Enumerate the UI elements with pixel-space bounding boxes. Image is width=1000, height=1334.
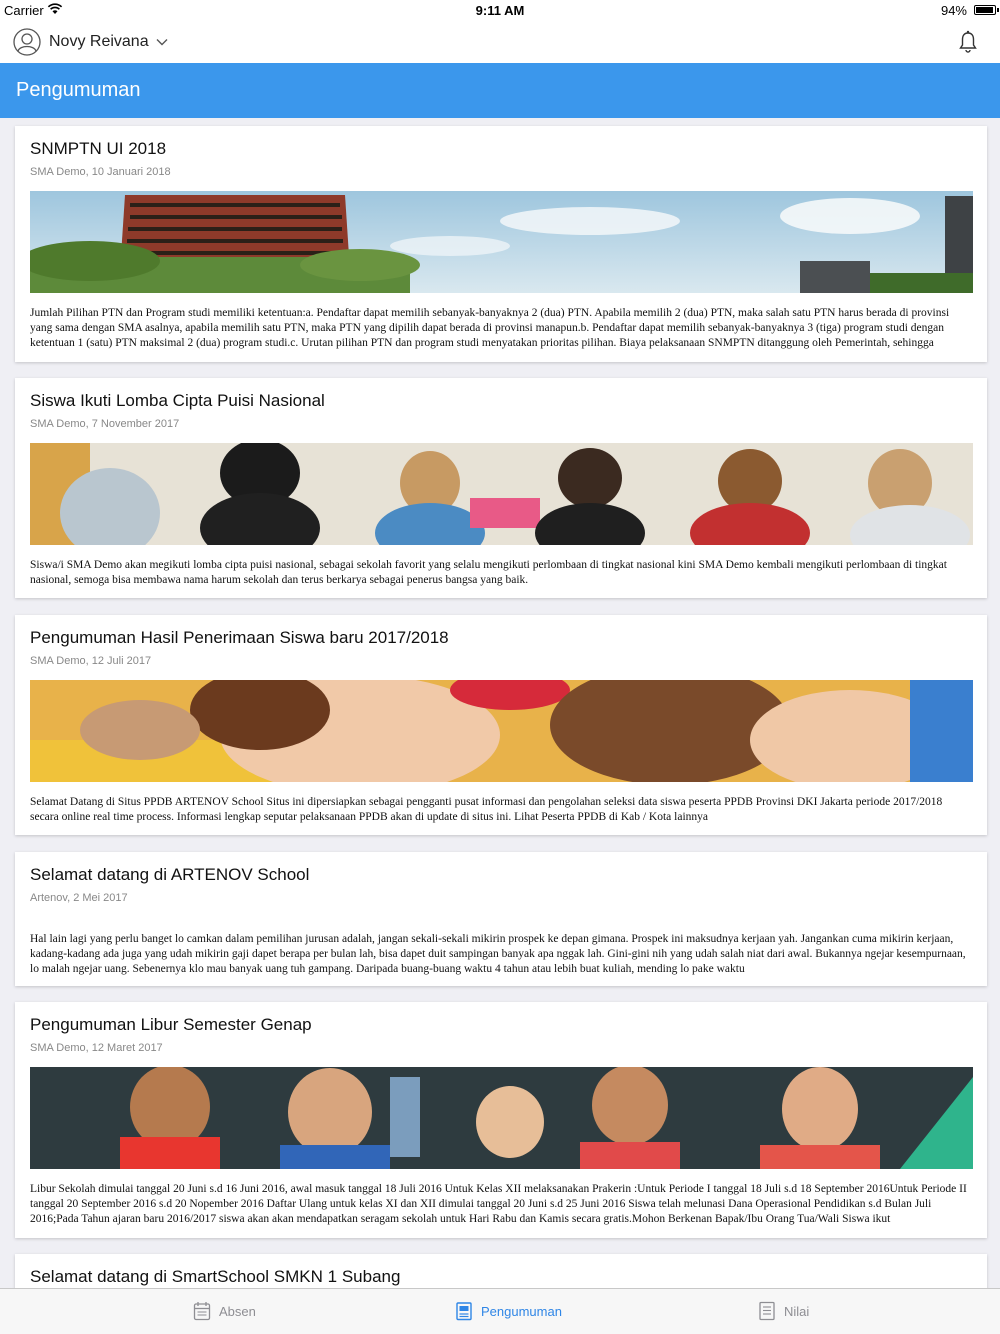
announcement-card[interactable] — [15, 1254, 987, 1288]
card-meta: SMA Demo, 12 Juli 2017 — [30, 655, 152, 667]
announcement-card[interactable] — [15, 126, 987, 362]
report-icon — [758, 1301, 776, 1321]
page-title: Pengumuman — [16, 79, 141, 101]
status-bar — [0, 0, 1000, 22]
avatar-icon — [13, 28, 41, 56]
announcement-card[interactable] — [15, 615, 987, 835]
card-meta: SMA Demo, 12 Maret 2017 — [30, 1042, 163, 1054]
tab-absen[interactable] — [193, 1301, 256, 1321]
card-body: Hal lain lagi yang perlu banget lo camkan dalam pemilihan jurusan adalah, jangan sekali-sekali mikirin prospek ke depan gimana. Prospek ini maksudnya kerjaan yah. Jangankan cuma mikirin kerjaan, kadang-kadang ada juga yang udah mikirin gaji dapet berapa per bulan lah, bisa dapet duit sampingan banyak apa nggak lah. Gini-gini nih yang udah salah niat dari awal. Bukannya ngejar kesempurnaan, lo malah ngejar uang. Sebenernya klo mau banyak uang tuh gampang. Daripada buang-buang waktu 4 tahun atau lebih buat kuliah, mending lo pake waktu — [30, 933, 966, 975]
user-name: Novy Reivana — [49, 33, 149, 50]
card-title: Pengumuman Hasil Penerimaan Siswa baru 2017/2018 — [30, 628, 449, 647]
card-body: Siswa/i SMA Demo akan megikuti lomba cipta puisi nasional, sebagai sekolah favorit yang selalu mengikuti perlombaan di tingkat nasional kini SMA Demo kembali mengikuti perlombaan di tingkat nasional, semoga bisa membawa nama harum sekolah dan terus berkarya sebagai penerus bangsa yang baik. — [30, 559, 947, 586]
card-meta: SMA Demo, 7 November 2017 — [30, 418, 180, 430]
carrier-label: Carrier — [4, 3, 44, 18]
tab-bar — [0, 1288, 1000, 1334]
battery-percent: 94% — [940, 3, 967, 18]
card-body: Libur Sekolah dimulai tanggal 20 Juni s.d 16 Juni 2016, awal masuk tanggal 18 Juli 2016 Untuk Kelas XII melaksanakan Prakerin :Untuk Periode I tanggal 18 Juli s.d 18 September 2016Untuk Periode II tanggal 20 September 2016 s.d 20 Nopember 2016 Daftar Ulang untuk kelas XI dan XII dimulai tanggal 20 Juni s.d 25 Juni 2016 Siswa telah melunasi Dana Operasional Pendidikan s.d Bulan Juli 2016;Pada Tahun ajaran baru 2016/2017 siswa akan akan mendapatkan seragam sekolah untuk Hari Rabu dan Kamis secara gratis.Mohon Berkenan Bapak/Ibu Orang Tua/Wali Siswa ikut — [30, 1183, 967, 1225]
chevron-down-icon — [155, 35, 169, 49]
top-nav — [0, 22, 1000, 63]
card-title: Selamat datang di ARTENOV School — [30, 865, 310, 884]
announcement-feed[interactable] — [0, 118, 1000, 1288]
tab-label: Pengumuman — [481, 1303, 562, 1319]
announcement-card[interactable] — [15, 1002, 987, 1238]
children-playing-photo — [30, 680, 973, 782]
tab-pengumuman[interactable] — [455, 1301, 562, 1321]
user-menu[interactable] — [13, 27, 169, 57]
tab-label: Absen — [219, 1303, 256, 1319]
announcement-card[interactable] — [15, 378, 987, 598]
announcement-card[interactable] — [15, 852, 987, 986]
students-reading-photo — [30, 443, 973, 545]
card-meta: SMA Demo, 10 Januari 2018 — [30, 166, 171, 178]
battery-icon — [974, 5, 996, 15]
card-title: Selamat datang di SmartSchool SMKN 1 Subang — [30, 1267, 401, 1286]
clock: 9:11 AM — [475, 3, 525, 18]
card-title: Pengumuman Libur Semester Genap — [30, 1015, 312, 1034]
news-icon — [455, 1301, 473, 1321]
card-body: Selamat Datang di Situs PPDB ARTENOV School Situs ini dipersiapkan sebagai pengganti pusat informasi dan pengolahan seleksi data siswa peserta PPDB Provinsi DKI Jakarta periode 2017/2018 secara online real time process. Informasi lengkap seputar pelaksanaan PPDB akan di update di situs ini. Lihat Peserta PPDB di Kab / Kota lainnya — [30, 796, 943, 823]
page-header — [0, 63, 1000, 118]
happy-kids-photo — [30, 1067, 973, 1169]
card-body: Jumlah Pilihan PTN dan Program studi memiliki ketentuan:a. Pendaftar dapat memilih sebanyak-banyaknya 2 (dua) PTN. Apabila memilih 2 (dua) PTN, maka salah satu PTN harus berada di provinsi yang sama dengan SMA asalnya, apabila memilih satu PTN, maka PTN yang dipilih dapat berada di provinsi manapun.b. Pendaftar dapat memilih sebanyak-banyaknya 3 (tiga) program studi dengan ketentuan 1 (satu) PTN maksimal 2 (dua) program studi.c. Urutan pilihan PTN dan program studi menyatakan prioritas pilihan. Biaya pelaksanaan SNMPTN ditanggung oleh Pemerintah, sehingga — [30, 307, 950, 349]
bell-icon[interactable] — [958, 30, 978, 54]
tab-nilai[interactable] — [758, 1301, 809, 1321]
tab-label: Nilai — [784, 1303, 810, 1319]
card-meta: Artenov, 2 Mei 2017 — [30, 892, 128, 904]
card-title: Siswa Ikuti Lomba Cipta Puisi Nasional — [30, 391, 325, 410]
card-title: SNMPTN UI 2018 — [30, 139, 167, 158]
calendar-icon — [193, 1301, 211, 1321]
campus-building-photo — [30, 191, 973, 293]
